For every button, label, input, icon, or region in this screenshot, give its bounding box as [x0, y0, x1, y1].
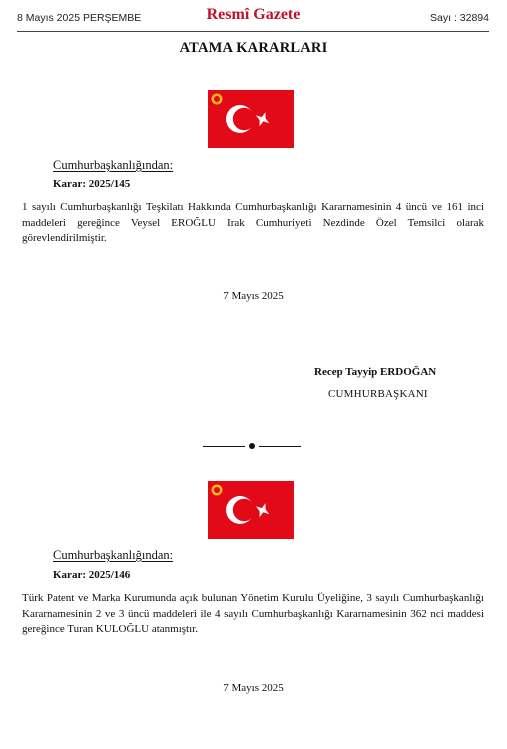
decree-text: 1 sayılı Cumhurbaşkanlığı Teşkilatı Hakkında Cumhurbaşkanlığı Kararnamesinin 4 üncü ve 161 inci maddeleri gereğince Veysel EROĞLU Irak Cumhuriyeti Nezdinde Özel Temsilci olarak görevlendirilmiştir.: [22, 201, 484, 244]
divider-line-right: [259, 446, 301, 447]
divider-dot-icon: [249, 443, 255, 449]
decree-number: Karar: 2025/145: [53, 178, 131, 190]
decree-issuer: Cumhurbaşkanlığından:: [53, 158, 174, 172]
decree-date: 7 Mayıs 2025: [223, 290, 284, 302]
decree-issuer: Cumhurbaşkanlığından:: [53, 548, 174, 562]
decree-text: Türk Patent ve Marka Kurumunda açık bulunan Yönetim Kurulu Üyeliğine, 3 sayılı Cumhurbaşkanlığı Kararnamesinin 2 ve 3 üncü maddeleri ile 4 sayılı Cumhurbaşkanlığı Kararnamesinin 362 nci maddesi gereğince Turan KULOĞLU atanmıştır.: [22, 592, 484, 635]
issue-number: Sayı : 32894: [430, 12, 489, 24]
divider-line-left: [203, 446, 245, 447]
signer-name: Recep Tayyip ERDOĞAN: [314, 366, 437, 378]
presidential-seal-icon: [212, 485, 223, 496]
turkish-flag-icon: [208, 90, 294, 148]
header-date: 8 Mayıs 2025 PERŞEMBE: [17, 12, 142, 24]
turkish-flag-icon: [208, 481, 294, 539]
signer-title: CUMHURBAŞKANI: [328, 388, 428, 400]
presidential-seal-icon: [212, 94, 223, 105]
gazette-title: Resmî Gazete: [206, 6, 301, 23]
decree-date: 7 Mayıs 2025: [223, 682, 284, 694]
decree-number: Karar: 2025/146: [53, 569, 131, 581]
section-divider: [203, 440, 301, 452]
section-title: ATAMA KARARLARI: [179, 40, 328, 56]
header-rule: [17, 31, 489, 32]
